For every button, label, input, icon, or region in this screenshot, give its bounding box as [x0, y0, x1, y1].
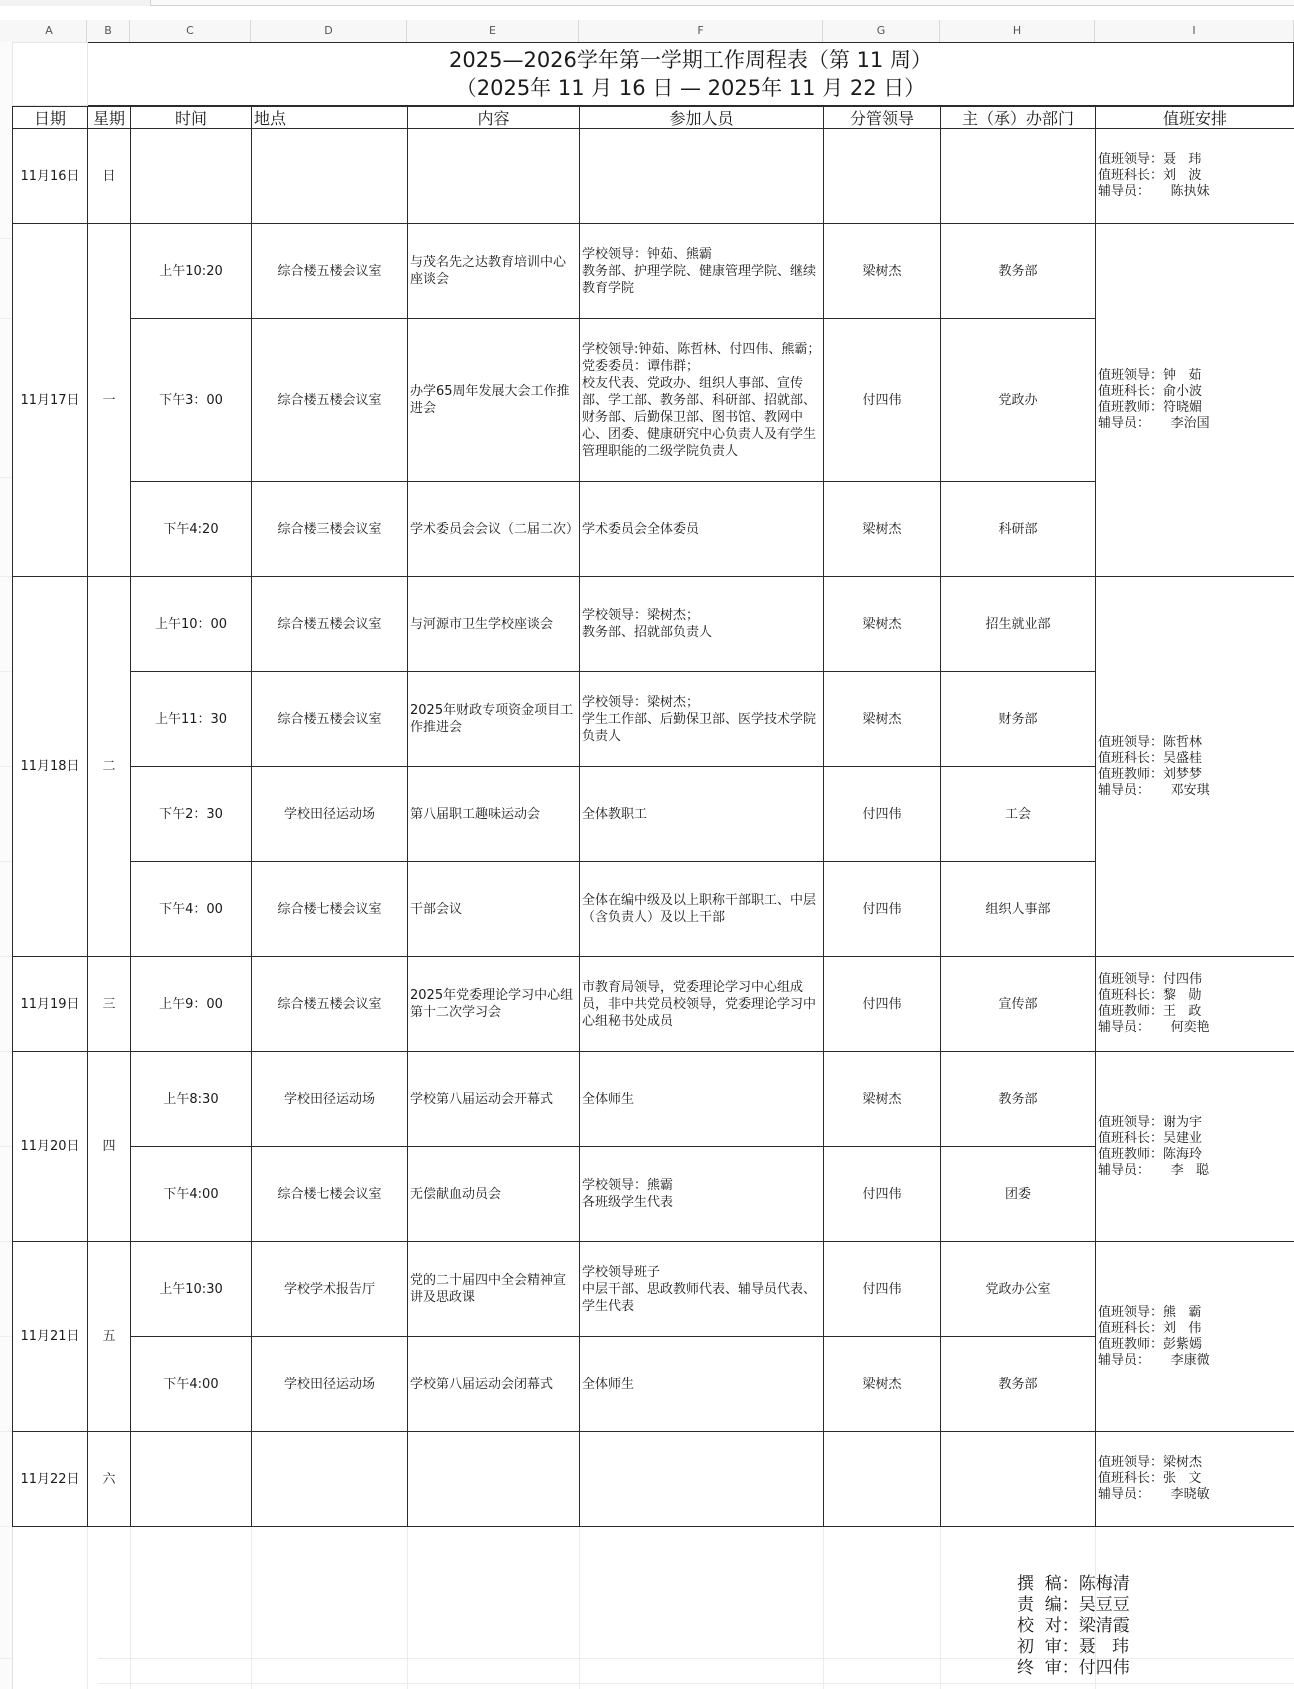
event-leader[interactable]	[823, 576, 941, 672]
event-place-text: 综合楼五楼会议室	[277, 392, 382, 408]
title-line2: （2025年 11 月 16 日 — 2025年 11 月 22 日）	[455, 76, 926, 100]
event-time[interactable]	[130, 1146, 252, 1242]
weekday-cell[interactable]	[87, 1431, 131, 1527]
event-content-text: 与河源市卫生学校座谈会	[410, 616, 554, 632]
event-participants-text: 全体师生	[582, 1091, 635, 1107]
event-dept-text: 招生就业部	[985, 616, 1051, 632]
event-content[interactable]	[407, 766, 580, 862]
sheet-tab-bar	[150, 0, 1294, 6]
event-place[interactable]	[251, 1146, 408, 1242]
date-cell[interactable]	[12, 128, 88, 224]
duty-cell[interactable]	[1095, 576, 1294, 957]
date-cell-text: 11月17日	[20, 392, 80, 408]
weekday-cell-text: 六	[102, 1471, 116, 1487]
event-leader[interactable]	[823, 223, 941, 319]
event-content[interactable]	[407, 861, 580, 957]
event-participants-text: 学校领导：熊霸 各班级学生代表	[582, 1178, 674, 1210]
event-participants[interactable]	[579, 1051, 824, 1147]
column-header-e[interactable]: E	[407, 20, 579, 42]
header-participants[interactable]	[579, 106, 824, 129]
event-time-text: 上午10：00	[154, 616, 228, 632]
event-participants-text: 全体教职工	[582, 806, 648, 822]
date-cell-text: 11月22日	[20, 1471, 80, 1487]
event-participants-text: 全体在编中级及以上职称干部职工、中层（含负责人）及以上干部	[582, 893, 817, 925]
event-place-text: 综合楼五楼会议室	[277, 616, 382, 632]
empty-cell[interactable]	[940, 1431, 1096, 1527]
header-duty-text: 值班安排	[1162, 109, 1227, 128]
event-time-text: 上午11：30	[154, 711, 228, 727]
event-content-text: 无偿献血动员会	[410, 1186, 502, 1202]
event-participants[interactable]	[579, 766, 824, 862]
header-time-text: 时间	[174, 109, 207, 128]
event-place[interactable]	[251, 671, 408, 767]
date-cell-text: 11月20日	[20, 1139, 80, 1154]
empty-cell[interactable]	[940, 128, 1096, 224]
event-dept-text: 教务部	[998, 1091, 1038, 1107]
event-leader-text: 付四伟	[862, 901, 902, 917]
date-cell[interactable]	[12, 1431, 88, 1527]
event-dept-text: 宣传部	[998, 996, 1038, 1012]
event-dept-text: 科研部	[998, 521, 1038, 537]
duty-cell-text: 值班领导：陈哲林 值班科长：吴盛桂 值班教师：刘梦梦 辅导员： 邓安琪	[1098, 734, 1210, 798]
event-place[interactable]	[251, 1051, 408, 1147]
event-dept[interactable]	[940, 766, 1096, 862]
duty-cell-text: 值班领导：聂 玮 值班科长：刘 波 辅导员： 陈执妹	[1098, 152, 1210, 199]
event-place-text: 学校田径运动场	[283, 1376, 375, 1392]
event-content[interactable]	[407, 1336, 580, 1432]
event-leader[interactable]	[823, 861, 941, 957]
event-time[interactable]	[130, 766, 252, 862]
event-participants-text: 学校领导：钟茹、熊霸 教务部、护理学院、健康管理学院、继续教育学院	[582, 246, 817, 296]
event-content-text: 2025年财政专项资金项目工作推进会	[410, 703, 574, 735]
event-dept[interactable]	[940, 671, 1096, 767]
event-place[interactable]	[251, 861, 408, 957]
event-time-text: 下午4：00	[159, 901, 223, 917]
header-participants-text: 参加人员	[669, 109, 734, 128]
event-content[interactable]	[407, 576, 580, 672]
date-cell-text: 11月16日	[20, 168, 80, 184]
weekday-cell[interactable]	[87, 1051, 131, 1242]
event-leader[interactable]	[823, 1336, 941, 1432]
event-dept-text: 党政办公室	[985, 1281, 1051, 1297]
empty-cell[interactable]	[579, 1431, 824, 1527]
event-time[interactable]	[130, 481, 252, 577]
event-time-text: 上午10:20	[159, 263, 223, 279]
empty-cell[interactable]	[407, 1431, 580, 1527]
event-dept[interactable]	[940, 1336, 1096, 1432]
event-leader-text: 付四伟	[862, 996, 902, 1012]
event-participants[interactable]	[579, 861, 824, 957]
date-cell[interactable]	[12, 1241, 88, 1432]
empty-cell[interactable]	[130, 128, 252, 224]
column-header-i[interactable]: I	[1095, 20, 1294, 42]
empty-cell[interactable]	[407, 128, 580, 224]
header-leader[interactable]	[823, 106, 941, 129]
event-place-text: 综合楼五楼会议室	[277, 263, 382, 279]
event-leader-text: 梁树杰	[862, 616, 902, 632]
event-participants-text: 市教育局领导，党委理论学习中心组成员，非中共党员校领导，党委理论学习中心组秘书处成员	[582, 979, 817, 1029]
weekday-cell[interactable]	[87, 128, 131, 224]
event-dept[interactable]	[940, 318, 1096, 482]
event-time-text: 下午4:00	[163, 1376, 219, 1392]
event-place[interactable]	[251, 576, 408, 672]
empty-cell[interactable]	[823, 128, 941, 224]
event-place-text: 学校学术报告厅	[283, 1281, 375, 1297]
header-date[interactable]	[12, 106, 88, 129]
event-content[interactable]	[407, 1146, 580, 1242]
event-leader[interactable]	[823, 318, 941, 482]
event-leader[interactable]	[823, 1241, 941, 1337]
column-header-c[interactable]: C	[130, 20, 251, 42]
event-participants[interactable]	[579, 318, 824, 482]
event-place[interactable]	[251, 956, 408, 1052]
empty-cell[interactable]	[130, 1431, 252, 1527]
event-place-text: 综合楼七楼会议室	[277, 901, 382, 917]
event-content[interactable]	[407, 1051, 580, 1147]
event-participants[interactable]	[579, 1241, 824, 1337]
event-time-text: 下午3：00	[159, 392, 223, 408]
weekday-cell-text: 日	[102, 168, 116, 184]
event-participants-text: 学术委员会全体委员	[582, 521, 700, 537]
grid-line	[98, 1683, 1294, 1684]
event-place-text: 综合楼五楼会议室	[277, 996, 382, 1012]
header-time[interactable]	[130, 106, 252, 129]
event-place-text: 综合楼三楼会议室	[277, 521, 382, 537]
event-leader-text: 付四伟	[862, 806, 902, 822]
event-time[interactable]	[130, 576, 252, 672]
event-dept[interactable]	[940, 861, 1096, 957]
event-time-text: 上午8:30	[163, 1091, 219, 1107]
date-cell[interactable]	[12, 223, 88, 577]
event-dept-text: 财务部	[998, 711, 1038, 727]
duty-cell[interactable]	[1095, 1431, 1294, 1527]
event-time-text: 下午2：30	[159, 806, 223, 822]
event-time[interactable]	[130, 671, 252, 767]
date-cell[interactable]	[12, 956, 88, 1052]
event-time[interactable]	[130, 223, 252, 319]
event-participants-text: 全体师生	[582, 1376, 635, 1392]
empty-cell[interactable]	[251, 128, 408, 224]
event-time-text: 下午4:00	[163, 1186, 219, 1202]
event-place-text: 学校田径运动场	[283, 1091, 375, 1107]
signature-block: 撰 稿：陈梅清 责 编：吴豆豆 校 对：梁清霞 初 审：聂 玮 终 审：付四伟	[1017, 1574, 1130, 1678]
event-participants[interactable]	[579, 223, 824, 319]
event-content[interactable]	[407, 318, 580, 482]
date-cell-text: 11月18日	[20, 759, 80, 774]
event-participants-text: 学校领导：梁树杰； 学生工作部、后勤保卫部、医学技术学院负责人	[582, 694, 817, 744]
duty-cell-text: 值班领导：梁树杰 值班科长：张 文 辅导员： 李晓敏	[1098, 1455, 1210, 1502]
weekday-cell[interactable]	[87, 576, 131, 957]
event-leader-text: 付四伟	[862, 392, 902, 408]
event-place[interactable]	[251, 318, 408, 482]
event-leader-text: 梁树杰	[862, 711, 902, 727]
event-content[interactable]	[407, 956, 580, 1052]
event-time[interactable]	[130, 318, 252, 482]
event-place[interactable]	[251, 1336, 408, 1432]
event-content-text: 办学65周年发展大会工作推进会	[410, 384, 570, 416]
event-time[interactable]	[130, 861, 252, 957]
header-content-text: 内容	[477, 109, 510, 128]
event-dept-text: 组织人事部	[985, 901, 1051, 917]
event-time[interactable]	[130, 1336, 252, 1432]
duty-cell[interactable]	[1095, 1051, 1294, 1242]
weekday-cell-text: 二	[102, 759, 116, 774]
event-time-text: 上午10:30	[159, 1281, 223, 1297]
event-leader[interactable]	[823, 481, 941, 577]
event-leader[interactable]	[823, 671, 941, 767]
event-participants[interactable]	[579, 576, 824, 672]
header-dept[interactable]	[940, 106, 1096, 129]
event-dept[interactable]	[940, 481, 1096, 577]
header-dept-text: 主（承）办部门	[961, 109, 1074, 128]
duty-cell-text: 值班领导：付四伟 值班科长：黎 勋 值班教师：王 政 辅导员： 何奕艳	[1098, 972, 1210, 1035]
weekday-cell-text: 三	[102, 996, 116, 1012]
event-participants[interactable]	[579, 1336, 824, 1432]
duty-cell[interactable]	[1095, 956, 1294, 1052]
header-weekday-text: 星期	[92, 109, 125, 128]
event-dept-text: 工会	[1004, 806, 1031, 822]
header-weekday[interactable]	[87, 106, 131, 129]
weekday-cell-text: 四	[102, 1139, 116, 1154]
event-time[interactable]	[130, 1241, 252, 1337]
event-content[interactable]	[407, 223, 580, 319]
event-dept-text: 教务部	[998, 1376, 1038, 1392]
event-time[interactable]	[130, 956, 252, 1052]
duty-cell[interactable]	[1095, 128, 1294, 224]
event-content[interactable]	[407, 481, 580, 577]
event-participants-text: 学校领导:钟茹、陈哲林、付四伟、熊霸； 党委委员：谭伟群； 校友代表、党政办、组织人事部、宣传部、学工部、教务部、科研部、招就部、财务部、后勤保卫部、图书馆、教网中心、团委、健康研究中心负责人及有学生管理职能的二级学院负责人	[582, 341, 821, 459]
weekday-cell[interactable]	[87, 1241, 131, 1432]
header-place[interactable]	[251, 106, 408, 129]
event-content-text: 党的二十届四中全会精神宣讲及思政课	[410, 1273, 567, 1305]
header-duty[interactable]	[1095, 106, 1294, 129]
header-date-text: 日期	[33, 109, 66, 128]
empty-cell[interactable]	[823, 1431, 941, 1527]
column-header-b[interactable]: B	[87, 20, 130, 42]
event-participants-text: 学校领导：梁树杰； 教务部、招就部负责人	[582, 608, 713, 640]
event-time[interactable]	[130, 1051, 252, 1147]
date-cell-text: 11月19日	[20, 996, 80, 1012]
event-leader-text: 付四伟	[862, 1281, 902, 1297]
event-place[interactable]	[251, 766, 408, 862]
title-line1: 2025—2026学年第一学期工作周程表（第 11 周）	[449, 48, 932, 72]
event-place-text: 学校田径运动场	[283, 806, 375, 822]
event-participants[interactable]	[579, 671, 824, 767]
date-cell[interactable]	[12, 1051, 88, 1242]
duty-cell[interactable]	[1095, 1241, 1294, 1432]
event-dept[interactable]	[940, 1051, 1096, 1147]
event-participants[interactable]	[579, 481, 824, 577]
event-content[interactable]	[407, 671, 580, 767]
header-content[interactable]	[407, 106, 580, 129]
event-dept-text: 教务部	[998, 263, 1038, 279]
duty-cell-text: 值班领导：谢为宇 值班科长：吴建业 值班教师：陈海玲 辅导员： 李 聪	[1098, 1114, 1210, 1178]
event-content-text: 干部会议	[410, 901, 463, 917]
event-dept[interactable]	[940, 956, 1096, 1052]
event-content-text: 学术委员会会议（二届二次）	[410, 521, 580, 537]
weekday-cell-text: 一	[102, 392, 116, 408]
event-content[interactable]	[407, 1241, 580, 1337]
header-place-text: 地点	[254, 109, 287, 128]
event-dept[interactable]	[940, 223, 1096, 319]
event-place[interactable]	[251, 1241, 408, 1337]
event-dept[interactable]	[940, 1146, 1096, 1242]
event-participants[interactable]	[579, 1146, 824, 1242]
event-content-text: 第八届职工趣味运动会	[410, 806, 541, 822]
event-leader-text: 付四伟	[862, 1186, 902, 1202]
header-leader-text: 分管领导	[849, 109, 914, 128]
event-leader-text: 梁树杰	[862, 263, 902, 279]
event-participants[interactable]	[579, 956, 824, 1052]
event-leader-text: 梁树杰	[862, 521, 902, 537]
event-dept-text: 党政办	[998, 392, 1038, 408]
event-participants-text: 学校领导班子 中层干部、思政教师代表、辅导员代表、学生代表	[582, 1264, 817, 1314]
spreadsheet-grid[interactable]	[12, 42, 1294, 1689]
duty-cell-text: 值班领导：熊 霸 值班科长：刘 伟 值班教师：彭紫嫣 辅导员： 李康微	[1098, 1304, 1210, 1368]
column-header-f[interactable]: F	[579, 20, 823, 42]
blank-cell[interactable]	[12, 42, 88, 106]
empty-cell[interactable]	[251, 1431, 408, 1527]
column-header-a[interactable]: A	[12, 20, 87, 42]
event-leader-text: 梁树杰	[862, 1091, 902, 1107]
event-dept-text: 团委	[1004, 1186, 1031, 1202]
event-content-text: 学校第八届运动会开幕式	[410, 1091, 554, 1107]
event-leader[interactable]	[823, 1146, 941, 1242]
column-header-g[interactable]: G	[823, 20, 940, 42]
event-leader-text: 梁树杰	[862, 1376, 902, 1392]
empty-cell[interactable]	[579, 128, 824, 224]
date-cell-text: 11月21日	[20, 1329, 80, 1344]
event-time-text: 下午4:20	[163, 521, 219, 537]
event-place[interactable]	[251, 223, 408, 319]
column-header-h[interactable]: H	[940, 20, 1095, 42]
event-place-text: 综合楼五楼会议室	[277, 711, 382, 727]
weekday-cell-text: 五	[102, 1329, 116, 1344]
event-place-text: 综合楼七楼会议室	[277, 1186, 382, 1202]
duty-cell-text: 值班领导：钟 茹 值班科长：俞小波 值班教师：符晓媚 辅导员： 李治国	[1098, 368, 1210, 431]
weekday-cell[interactable]	[87, 956, 131, 1052]
column-header-d[interactable]: D	[251, 20, 407, 42]
duty-cell[interactable]	[1095, 223, 1294, 577]
event-leader[interactable]	[823, 1051, 941, 1147]
event-dept[interactable]	[940, 576, 1096, 672]
event-content-text: 2025年党委理论学习中心组第十二次学习会	[410, 988, 574, 1020]
column-header-bar	[0, 20, 1294, 43]
event-time-text: 上午9：00	[159, 996, 223, 1012]
event-dept[interactable]	[940, 1241, 1096, 1337]
date-cell[interactable]	[12, 576, 88, 957]
weekday-cell[interactable]	[87, 223, 131, 577]
event-leader[interactable]	[823, 956, 941, 1052]
event-content-text: 与茂名先之达教育培训中心座谈会	[410, 255, 567, 287]
title-cell[interactable]	[87, 42, 1294, 106]
event-leader[interactable]	[823, 766, 941, 862]
event-place[interactable]	[251, 481, 408, 577]
event-content-text: 学校第八届运动会闭幕式	[410, 1376, 554, 1392]
